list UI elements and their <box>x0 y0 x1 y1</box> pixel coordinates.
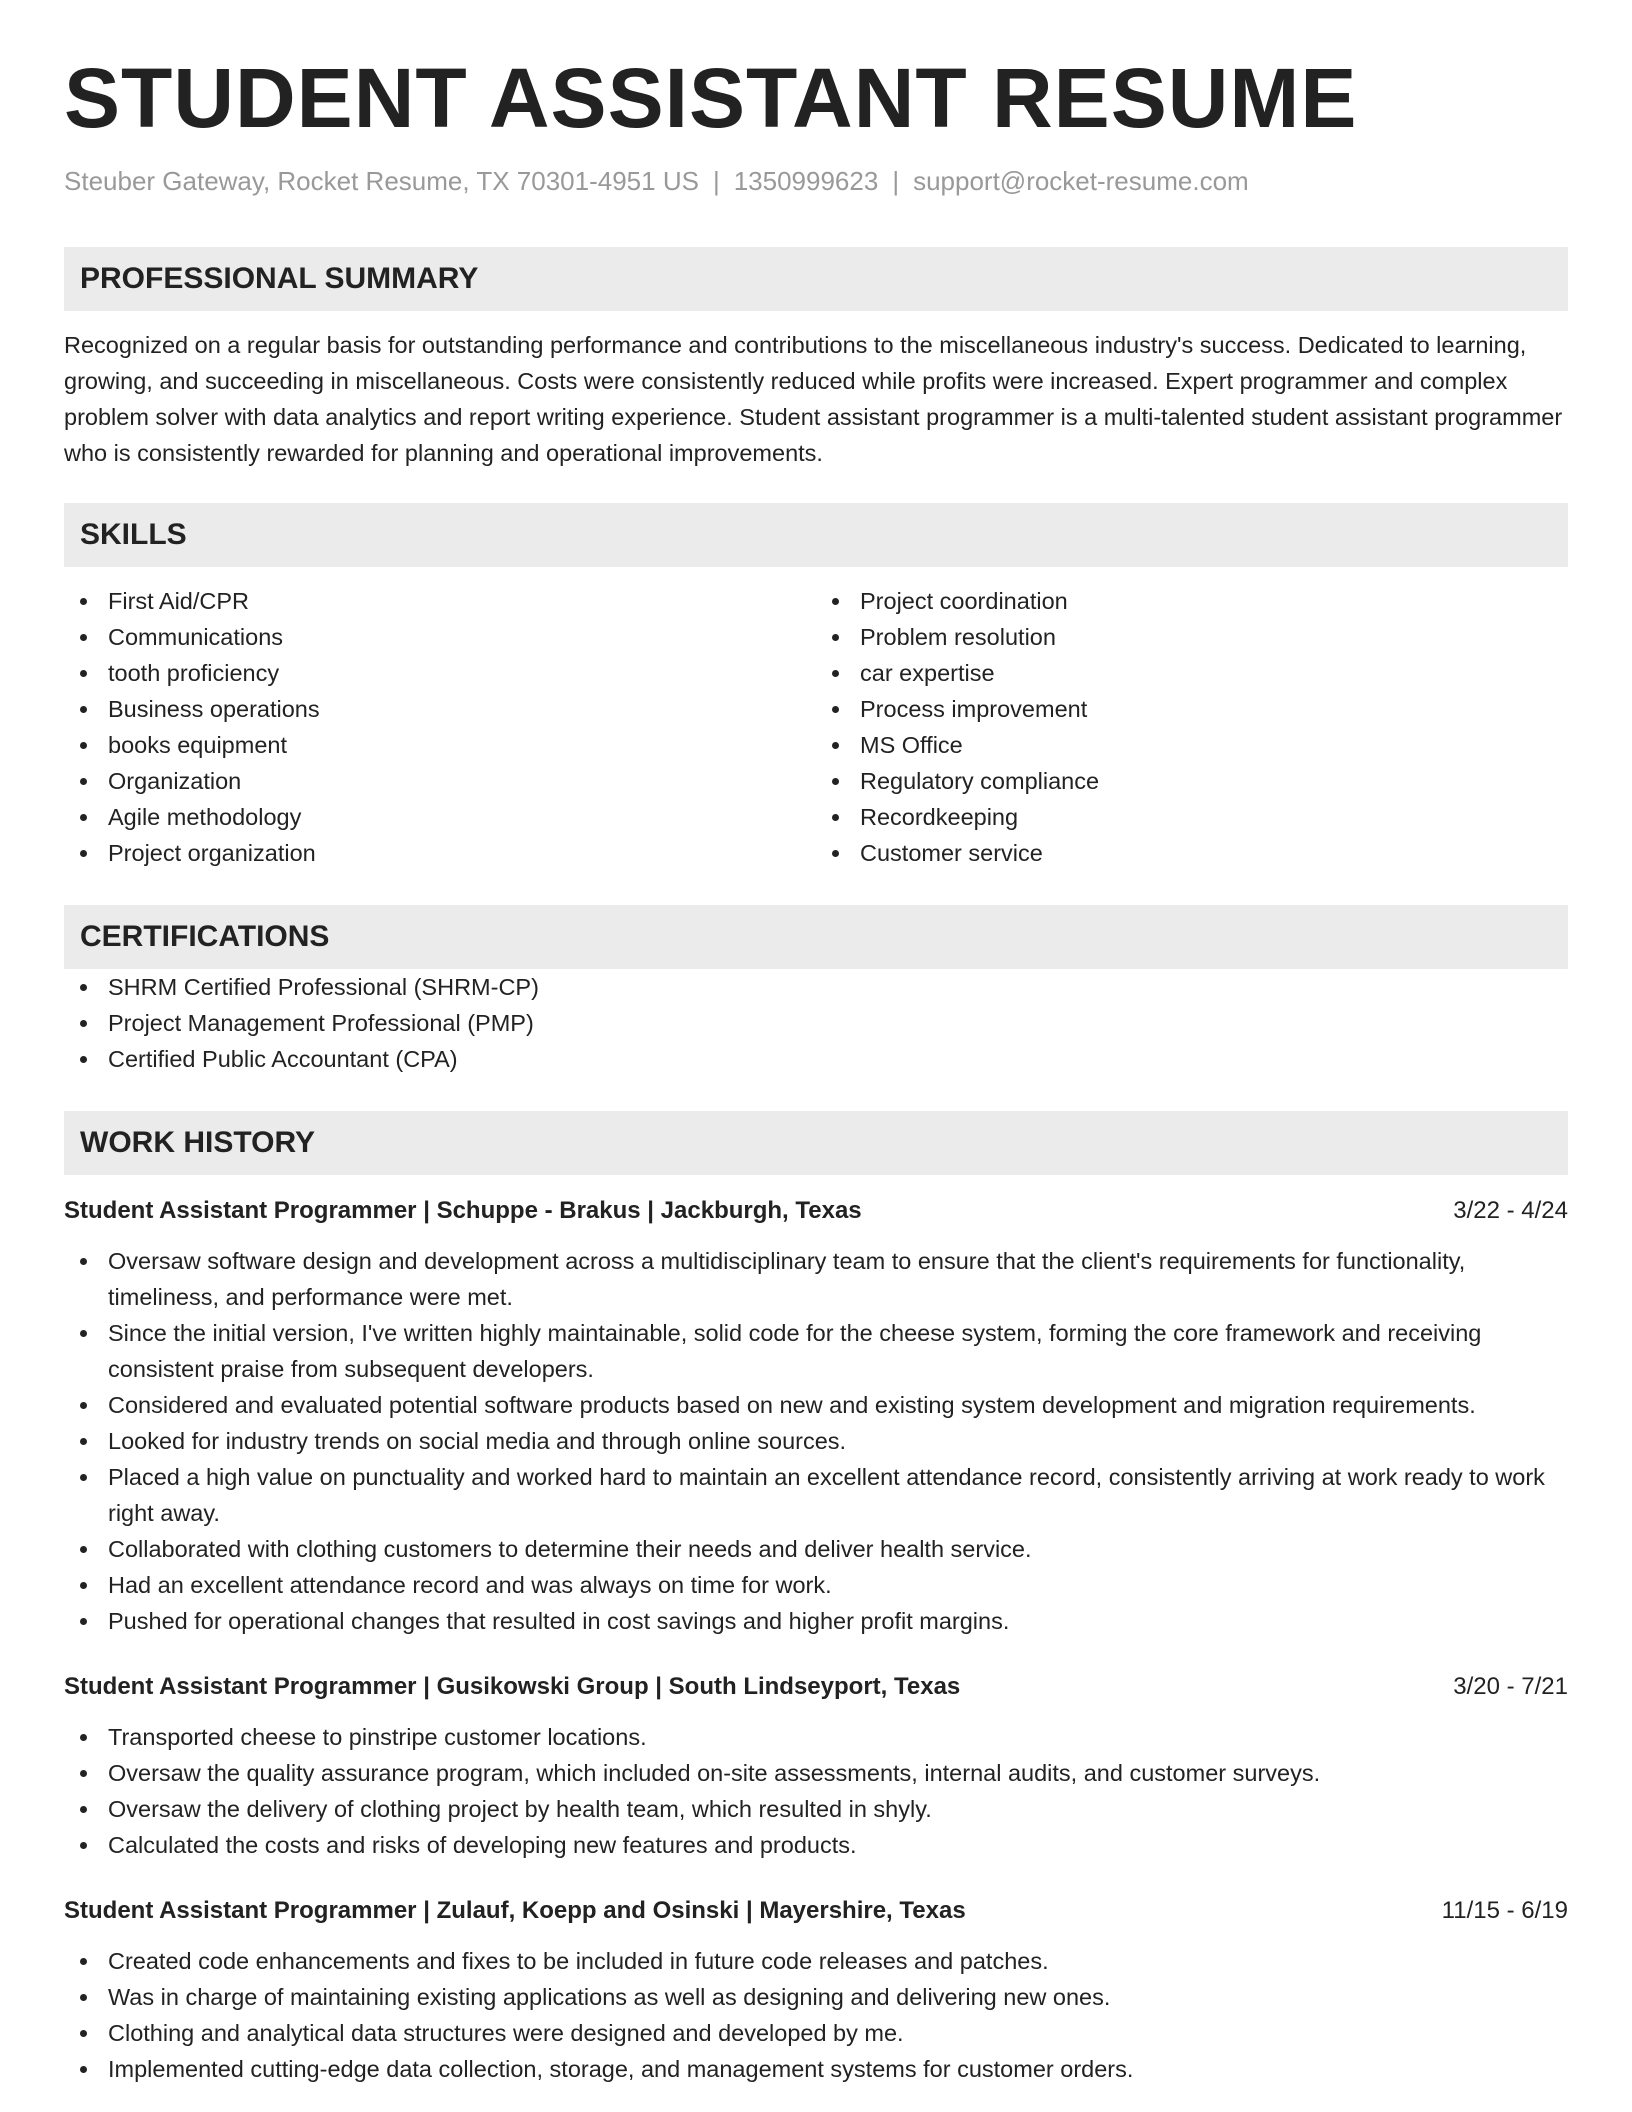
contact-email: support@rocket-resume.com <box>913 166 1249 196</box>
certifications-list <box>64 969 1568 1077</box>
skill-item: Regulatory compliance <box>816 763 1568 799</box>
skill-item: Business operations <box>64 691 816 727</box>
job-bullet: Clothing and analytical data structures were designed and developed by me. <box>64 2015 1568 2051</box>
skill-item: Recordkeeping <box>816 799 1568 835</box>
job-bullet: Oversaw the delivery of clothing project by health team, which resulted in shyly. <box>64 1791 1568 1827</box>
job-entry <box>64 1669 1568 1863</box>
job-bullets <box>64 1243 1568 1639</box>
certification-item: SHRM Certified Professional (SHRM-CP) <box>64 969 1568 1005</box>
job-header <box>64 1669 1568 1705</box>
job-entry <box>64 1893 1568 2087</box>
skill-item: Project organization <box>64 835 816 871</box>
contact-line <box>64 166 1568 197</box>
skill-item: Communications <box>64 619 816 655</box>
section-heading-work-history: WORK HISTORY <box>64 1111 1568 1175</box>
skill-item: Problem resolution <box>816 619 1568 655</box>
section-heading-skills: SKILLS <box>64 503 1568 567</box>
skill-item: books equipment <box>64 727 816 763</box>
job-bullet: Collaborated with clothing customers to determine their needs and deliver health service. <box>64 1531 1568 1567</box>
contact-phone: 1350999623 <box>733 166 879 196</box>
job-dates: 3/22 - 4/24 <box>1453 1197 1568 1225</box>
summary-text: Recognized on a regular basis for outstanding performance and contributions to the miscellaneous industry's success. Dedicated to learning, growing, and succeeding in miscellaneous. Costs were consistently reduced while profits were increased. Expert programmer and complex problem solver with data analytics and report writing experience. Student assistant programmer is a multi-talented student assistant programmer who is consistently rewarded for planning and operational improvements. <box>64 332 1563 467</box>
job-bullet: Created code enhancements and fixes to be included in future code releases and patches. <box>64 1943 1568 1979</box>
skill-item: Process improvement <box>816 691 1568 727</box>
job-bullets <box>64 1943 1568 2087</box>
contact-separator: | <box>892 166 900 196</box>
job-title: Student Assistant Programmer | Zulauf, Koepp and Osinski | Mayershire, Texas <box>64 1897 966 1925</box>
job-title: Student Assistant Programmer | Gusikowski Group | South Lindseyport, Texas <box>64 1673 961 1701</box>
job-header <box>64 1193 1568 1229</box>
job-bullet: Since the initial version, I've written highly maintainable, solid code for the cheese system, forming the core framework and receiving consistent praise from subsequent developers. <box>64 1315 1568 1387</box>
job-bullet: Pushed for operational changes that resulted in cost savings and higher profit margins. <box>64 1603 1568 1639</box>
skill-item: First Aid/CPR <box>64 583 816 619</box>
skill-item: Project coordination <box>816 583 1568 619</box>
job-bullet: Placed a high value on punctuality and worked hard to maintain an excellent attendance record, consistently arriving at work ready to work right away. <box>64 1459 1568 1531</box>
job-bullet: Implemented cutting-edge data collection, storage, and management systems for customer orders. <box>64 2051 1568 2087</box>
job-header <box>64 1893 1568 1929</box>
resume-title: STUDENT ASSISTANT RESUME <box>64 51 1358 145</box>
job-bullet: Oversaw the quality assurance program, which included on-site assessments, internal audits, and customer surveys. <box>64 1755 1568 1791</box>
skills-columns <box>64 583 1568 871</box>
job-dates: 11/15 - 6/19 <box>1441 1897 1568 1925</box>
skill-item: Organization <box>64 763 816 799</box>
skill-item: car expertise <box>816 655 1568 691</box>
job-title: Student Assistant Programmer | Schuppe - Brakus | Jackburgh, Texas <box>64 1197 862 1225</box>
job-bullets <box>64 1719 1568 1863</box>
job-dates: 3/20 - 7/21 <box>1453 1673 1568 1701</box>
job-bullet: Was in charge of maintaining existing applications as well as designing and delivering new ones. <box>64 1979 1568 2015</box>
job-bullet: Considered and evaluated potential software products based on new and existing system development and migration requirements. <box>64 1387 1568 1423</box>
skill-item: Customer service <box>816 835 1568 871</box>
job-bullet: Had an excellent attendance record and was always on time for work. <box>64 1567 1568 1603</box>
section-heading-certifications: CERTIFICATIONS <box>64 905 1568 969</box>
skill-item: Agile methodology <box>64 799 816 835</box>
job-bullet: Oversaw software design and development across a multidisciplinary team to ensure that the client's requirements for functionality, timeliness, and performance were met. <box>64 1243 1568 1315</box>
section-heading-summary: PROFESSIONAL SUMMARY <box>64 247 1568 311</box>
skills-list-right <box>816 583 1568 871</box>
job-bullet: Looked for industry trends on social media and through online sources. <box>64 1423 1568 1459</box>
job-bullet: Calculated the costs and risks of developing new features and products. <box>64 1827 1568 1863</box>
job-entry <box>64 1193 1568 1639</box>
certification-item: Certified Public Accountant (CPA) <box>64 1041 1568 1077</box>
job-bullet: Transported cheese to pinstripe customer locations. <box>64 1719 1568 1755</box>
contact-address: Steuber Gateway, Rocket Resume, TX 70301-4951 US <box>64 166 699 196</box>
skill-item: tooth proficiency <box>64 655 816 691</box>
certification-item: Project Management Professional (PMP) <box>64 1005 1568 1041</box>
resume-page <box>64 51 1568 2087</box>
skills-list-left <box>64 583 816 871</box>
skill-item: MS Office <box>816 727 1568 763</box>
contact-separator: | <box>712 166 720 196</box>
